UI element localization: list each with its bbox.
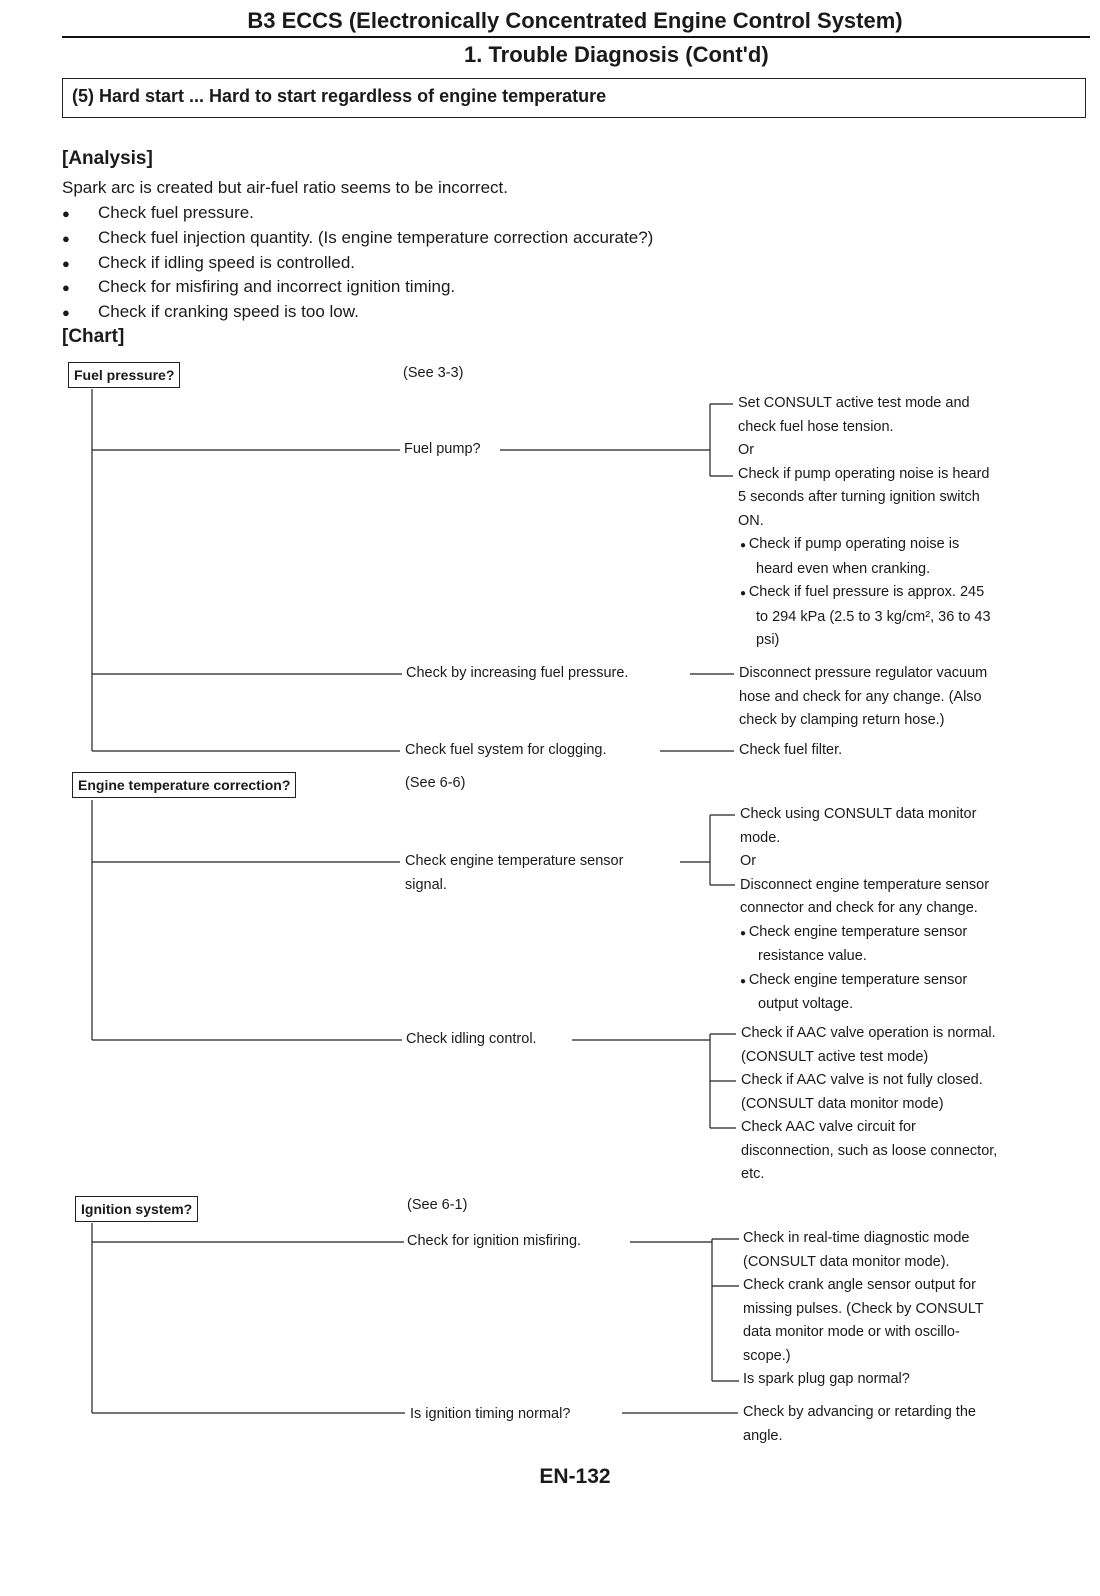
clogging-label: Check fuel system for clogging. bbox=[405, 742, 607, 758]
bullet-icon: ● bbox=[62, 256, 70, 271]
analysis-bullet: Check fuel pressure. bbox=[98, 203, 254, 222]
increase-pressure-result: Disconnect pressure regulator vacuum hose and check for any change. (Also check by clamping return hose.) bbox=[739, 665, 988, 728]
temp-sensor-label: Check engine temperature sensor signal. bbox=[405, 853, 624, 893]
section-title: 1. Trouble Diagnosis (Cont'd) bbox=[464, 42, 769, 67]
fuel-pump-label: Fuel pump? bbox=[404, 441, 481, 457]
bullet-icon: ● bbox=[740, 540, 749, 551]
analysis-bullet: Check if cranking speed is too low. bbox=[98, 302, 359, 321]
bullet-icon: ● bbox=[62, 280, 70, 295]
bullet-icon: ● bbox=[62, 305, 70, 320]
engine-temp-box: Engine temperature correction? bbox=[72, 772, 296, 798]
increase-pressure-label: Check by increasing fuel pressure. bbox=[406, 665, 629, 681]
misfiring-label: Check for ignition misfiring. bbox=[407, 1233, 582, 1249]
analysis-bullet: Check fuel injection quantity. (Is engine temperature correction accurate?) bbox=[98, 228, 654, 247]
see-reference: (See 3-3) bbox=[403, 365, 464, 381]
bullet-icon: ● bbox=[740, 975, 749, 987]
bullet-icon: ● bbox=[740, 588, 749, 599]
fuel-pump-check-a: Set CONSULT active test mode and check fuel hose tension. Or Check if pump operating noise is heard 5 seconds after turning ignition switch ON. bbox=[738, 395, 990, 529]
fuel-pump-subchecks: ● Check if pump operating noise is heard even when cranking. ● Check if fuel pressure is approx. 245 to 294 kPa (2.5 to 3 kg/cm², 36 to 43 psi) bbox=[740, 536, 991, 648]
ignition-timing-label: Is ignition timing normal? bbox=[410, 1406, 571, 1422]
analysis-bullet: Check for misfiring and incorrect ignition timing. bbox=[98, 277, 456, 296]
ignition-timing-result: Check by advancing or retarding the angle. bbox=[743, 1404, 976, 1444]
bullet-icon: ● bbox=[62, 231, 70, 246]
subtitle: (5) Hard start ... Hard to start regardless of engine temperature bbox=[72, 86, 607, 106]
analysis-heading: [Analysis] bbox=[62, 148, 153, 169]
misfiring-checks: Check in real-time diagnostic mode (CONSULT data monitor mode). Check crank angle sensor output for missing pulses. (Check by CONSULT data monitor mode or with oscillo- scope.) Is spark plug gap normal? bbox=[743, 1230, 984, 1387]
bullet-icon: ● bbox=[62, 206, 70, 221]
clogging-result: Check fuel filter. bbox=[739, 742, 843, 758]
ignition-system-box: Ignition system? bbox=[75, 1196, 198, 1222]
page-number: EN-132 bbox=[539, 1465, 611, 1488]
see-reference: (See 6-6) bbox=[405, 775, 466, 791]
idling-control-checks: Check if AAC valve operation is normal. (CONSULT active test mode) Check if AAC valve is not fully closed. (CONSULT data monitor mode) Check AAC valve circuit for disconnection, such as loose connector, etc. bbox=[741, 1025, 998, 1182]
bullet-icon: ● bbox=[740, 927, 749, 939]
document-title: B3 ECCS (Electronically Concentrated Engine Control System) bbox=[247, 8, 903, 33]
idling-control-label: Check idling control. bbox=[406, 1031, 537, 1047]
analysis-intro: Spark arc is created but air-fuel ratio seems to be incorrect. bbox=[62, 178, 508, 197]
fuel-pressure-box: Fuel pressure? bbox=[68, 362, 180, 388]
chart-heading: [Chart] bbox=[62, 326, 125, 347]
temp-sensor-checks: Check using CONSULT data monitor mode. Or Disconnect engine temperature sensor connector and check for any change. ● Check engine temperature sensor resistance value. ● Check engine temperature sensor output voltage. bbox=[740, 806, 990, 1012]
analysis-bullet: Check if idling speed is controlled. bbox=[98, 253, 356, 272]
see-reference: (See 6-1) bbox=[407, 1197, 468, 1213]
